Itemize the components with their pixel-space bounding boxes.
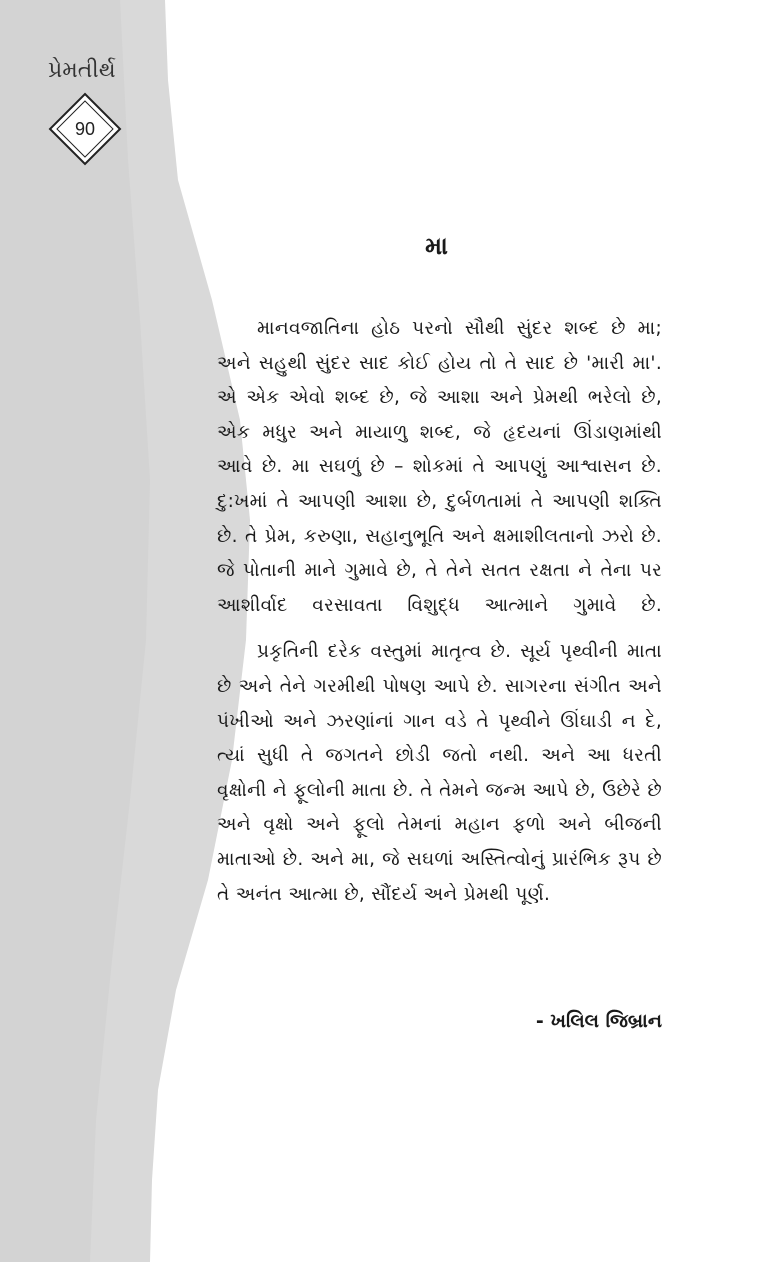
paragraph: પ્રકૃતિની દરેક વસ્તુમાં માતૃત્વ છે. સૂર્ય પૃથ્વીની માતા છે અને તેને ગરમીથી પોષણ આપે છે. સાગરના સંગીત અને પંખીઓ અને ઝરણાંનાં ગાન વડે તે પૃથ્વીને ઊંઘાડી ન દે, ત્યાં સુધી તે જગતને છોડી જતો નથી. અને આ ધરતી વૃક્ષોની ને ફૂલોની માતા છે. તે તેમને જન્મ આપે છે, ઉછેરે છે અને વૃક્ષો અને ફૂલો તેમનાં મહાન ફળો અને બીજની માતાઓ છે. અને મા, જે સઘળાં અસ્તિત્વોનું પ્રારંભિક રૂપ છે તે અનંત આત્મા છે, સૌંદર્ય અને પ્રેમથી પૂર્ણ.	[217, 641, 662, 905]
author-attribution: - ખલિલ જિબ્રાન	[535, 1010, 662, 1032]
article-title: મા	[425, 232, 448, 260]
paragraph: માનવજાતિના હોઠ પરનો સૌથી સુંદર શબ્દ છે મા; અને સહુથી સુંદર સાદ કોઈ હોય તો તે સાદ છે 'મારી મા'. એ એક એવો શબ્દ છે, જે આશા અને પ્રેમથી ભરેલો છે, એક મધુર અને માયાળુ શબ્દ, જે હૃદયનાં ઊંડાણમાંથી આવે છે. મા સઘળું છે – શોકમાં તે આપણું આશ્વાસન છે. દુ:ખમાં તે આપણી આશા છે, દુર્બળતામાં તે આપણી શક્તિ છે. તે પ્રેમ, કરુણા, સહાનુભૂતિ અને ક્ષમાશીલતાનો ઝરો છે. જે પોતાની માને ગુમાવે છે, તે તેને સતત રક્ષતા ને તેના પર આશીર્વાદ વરસાવતા વિશુદ્ધ આત્માને ગુમાવે છે.	[217, 318, 662, 616]
page-number-badge	[48, 92, 122, 166]
book-title: પ્રેમતીર્થ	[48, 58, 116, 83]
page-number: 90	[74, 118, 96, 139]
article-body	[217, 312, 662, 912]
